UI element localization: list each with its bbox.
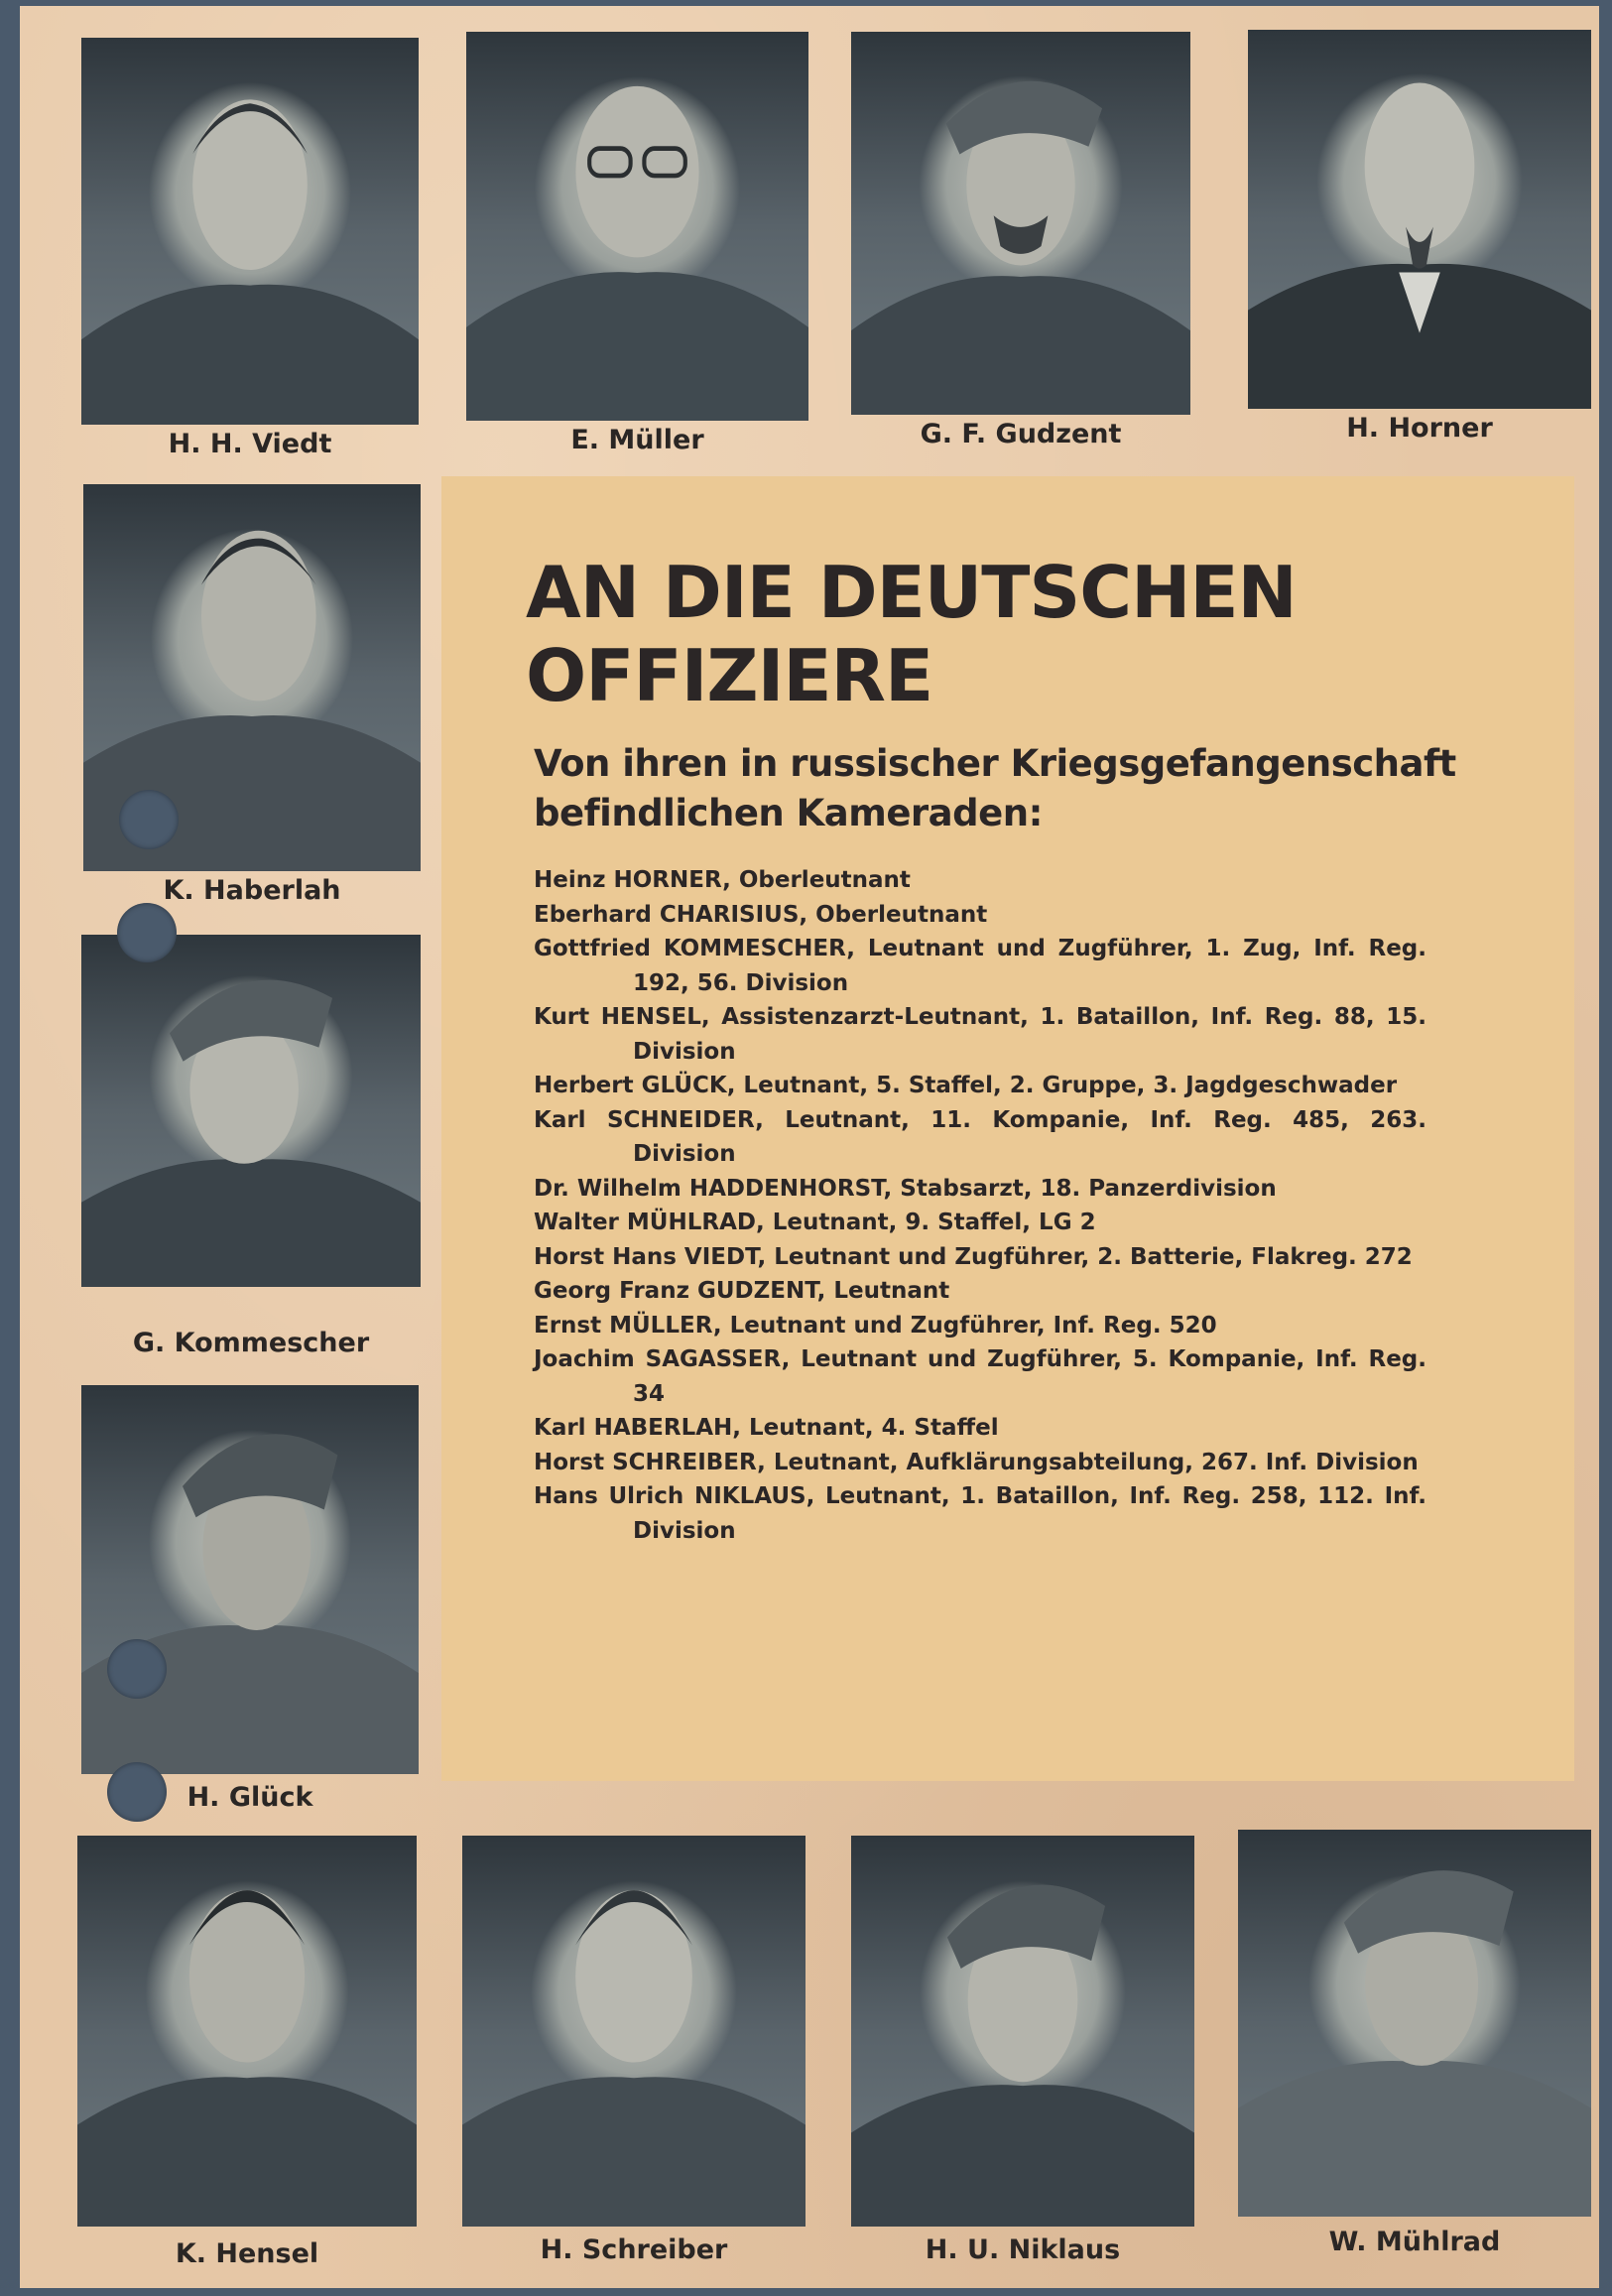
caption-mueller: E. Müller — [570, 425, 704, 455]
caption-hensel: K. Hensel — [175, 2238, 319, 2269]
officer-entry: Karl HABERLAH, Leutnant, 4. Staffel — [534, 1415, 999, 1441]
headline-line-1: AN DIE DEUTSCHEN — [526, 551, 1297, 634]
caption-horner: H. Horner — [1346, 413, 1493, 444]
officer-list — [534, 863, 1426, 1548]
portrait-hensel — [77, 1836, 417, 2227]
caption-kommescher: G. Kommescher — [132, 1328, 370, 1358]
officer-entry: Hans Ulrich NIKLAUS, Leutnant, 1. Bataillon, Inf. Reg. 258, 112. Inf. Division — [534, 1483, 1426, 1544]
portrait-viedt — [81, 38, 419, 425]
portrait-kommescher — [81, 935, 421, 1287]
officer-entry: Horst Hans VIEDT, Leutnant und Zugführer, 2. Batterie, Flakreg. 272 — [534, 1243, 1413, 1270]
portrait-horner — [1248, 30, 1591, 409]
punch-hole — [117, 903, 177, 962]
subheadline: Von ihren in russischer Kriegsgefangenschaft befindlichen Kameraden: — [534, 742, 1456, 834]
punch-hole — [107, 1639, 167, 1699]
officer-entry: Walter MÜHLRAD, Leutnant, 9. Staffel, LG 2 — [534, 1210, 1096, 1235]
portrait-schreiber — [462, 1836, 806, 2227]
headline — [526, 551, 1557, 717]
portrait-mueller — [466, 32, 808, 421]
officer-entry: Karl SCHNEIDER, Leutnant, 11. Kompanie, Inf. Reg. 485, 263. Division — [534, 1106, 1426, 1167]
caption-muehlrad: W. Mühlrad — [1328, 2227, 1501, 2257]
caption-schreiber: H. Schreiber — [540, 2234, 728, 2265]
officer-entry: Herbert GLÜCK, Leutnant, 5. Staffel, 2. Gruppe, 3. Jagdgeschwader — [534, 1073, 1398, 1098]
officer-entry: Eberhard CHARISIUS, Oberleutnant — [534, 901, 988, 928]
officer-entry: Ernst MÜLLER, Leutnant und Zugführer, Inf. Reg. 520 — [534, 1312, 1217, 1339]
caption-viedt: H. H. Viedt — [168, 429, 332, 459]
caption-glueck: H. Glück — [186, 1782, 313, 1813]
officer-entry: Heinz HORNER, Oberleutnant — [534, 867, 911, 893]
portrait-niklaus — [851, 1836, 1194, 2227]
punch-hole — [119, 790, 179, 849]
officer-entry: Georg Franz GUDZENT, Leutnant — [534, 1278, 950, 1304]
punch-hole — [107, 1762, 167, 1822]
officer-entry: Joachim SAGASSER, Leutnant und Zugführer, 5. Kompanie, Inf. Reg. 34 — [534, 1346, 1426, 1407]
portrait-muehlrad — [1238, 1830, 1591, 2217]
officer-entry: Dr. Wilhelm HADDENHORST, Stabsarzt, 18. Panzerdivision — [534, 1175, 1277, 1202]
portrait-gudzent — [851, 32, 1190, 415]
officer-entry: Gottfried KOMMESCHER, Leutnant und Zugführer, 1. Zug, Inf. Reg. 192, 56. Division — [534, 936, 1426, 996]
caption-haberlah: K. Haberlah — [163, 875, 341, 906]
officer-entry: Kurt HENSEL, Assistenzarzt-Leutnant, 1. Bataillon, Inf. Reg. 88, 15. Division — [534, 1004, 1426, 1065]
officer-entry: Horst SCHREIBER, Leutnant, Aufklärungsabteilung, 267. Inf. Division — [534, 1449, 1419, 1475]
headline-line-2: OFFIZIERE — [526, 634, 933, 717]
caption-niklaus: H. U. Niklaus — [925, 2234, 1121, 2265]
portrait-glueck — [81, 1385, 419, 1774]
caption-gudzent: G. F. Gudzent — [920, 419, 1122, 449]
